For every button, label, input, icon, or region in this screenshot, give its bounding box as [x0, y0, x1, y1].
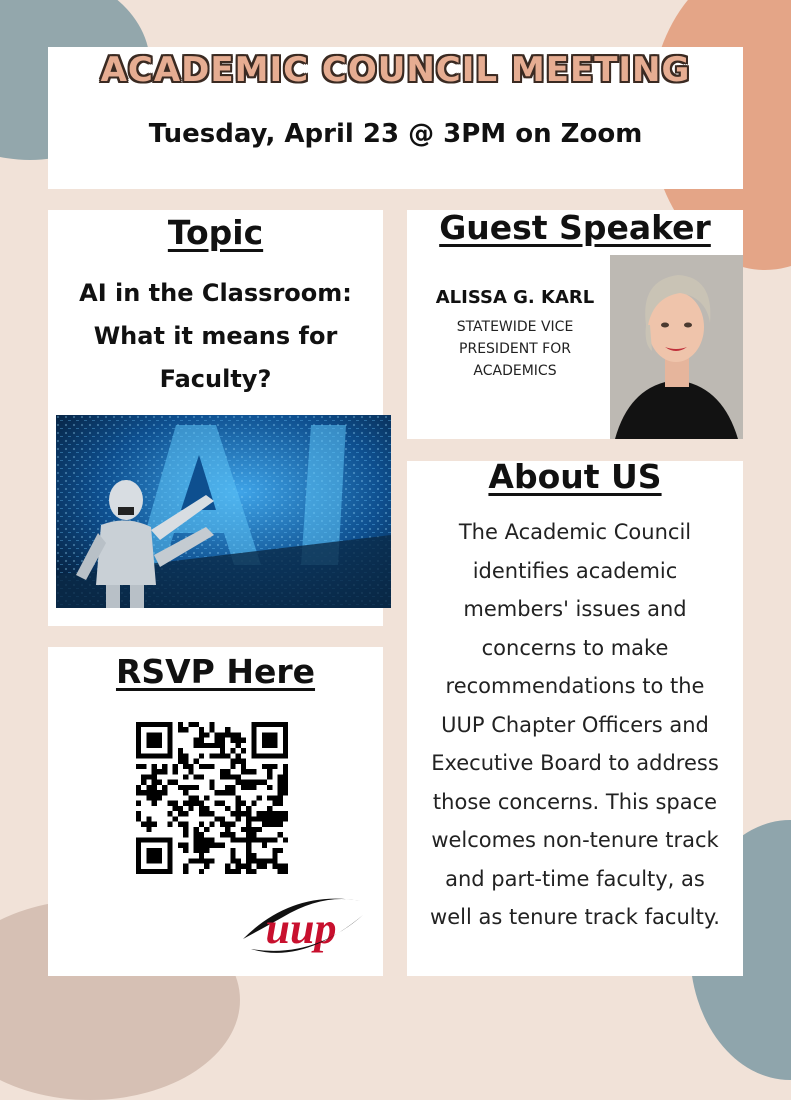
topic-line: AI in the Classroom:: [79, 279, 352, 307]
page-title: ACADEMIC COUNCIL MEETING: [100, 50, 691, 90]
about-line: well as tenure track faculty.: [430, 905, 720, 929]
rsvp-panel: [48, 647, 383, 976]
speaker-role-line: ACADEMICS: [473, 363, 557, 379]
topic-line: What it means for: [93, 322, 338, 350]
meeting-date-time: Tuesday, April 23 @ 3PM on Zoom: [148, 119, 643, 149]
about-line: identifies academic: [472, 558, 678, 583]
topic-line: Faculty?: [159, 365, 272, 393]
robot-ai-image: [56, 415, 391, 608]
topic-title: [48, 272, 383, 401]
rsvp-heading: RSVP Here: [115, 652, 316, 691]
speaker-role-line: STATEWIDE VICE: [456, 319, 574, 335]
about-line: UUP Chapter Officers and: [441, 712, 709, 737]
speaker-panel: [407, 210, 743, 439]
speaker-role-line: PRESIDENT FOR: [459, 341, 571, 357]
about-heading: About US: [488, 457, 662, 496]
uup-logo: [233, 879, 373, 961]
speaker-name: ALISSA G. KARL: [435, 287, 595, 308]
about-line: recommendations to the: [445, 674, 705, 698]
speaker-heading: Guest Speaker: [439, 208, 711, 247]
about-line: members' issues and: [463, 597, 687, 621]
about-line: welcomes non-tenure track: [431, 828, 719, 852]
about-description: [413, 513, 737, 937]
about-line: those concerns. This space: [432, 789, 718, 814]
about-line: Executive Board to address: [431, 751, 719, 775]
uup-logo-text: uup: [265, 904, 337, 953]
speaker-photo: [610, 255, 743, 439]
speaker-role: [415, 316, 615, 382]
about-line: and part-time faculty, as: [445, 866, 705, 891]
topic-panel: [48, 210, 383, 626]
about-line: concerns to make: [481, 635, 669, 660]
about-panel: [407, 457, 743, 976]
qr-code-icon[interactable]: [136, 722, 288, 874]
about-line: The Academic Council: [458, 520, 692, 544]
topic-heading: Topic: [167, 213, 264, 252]
